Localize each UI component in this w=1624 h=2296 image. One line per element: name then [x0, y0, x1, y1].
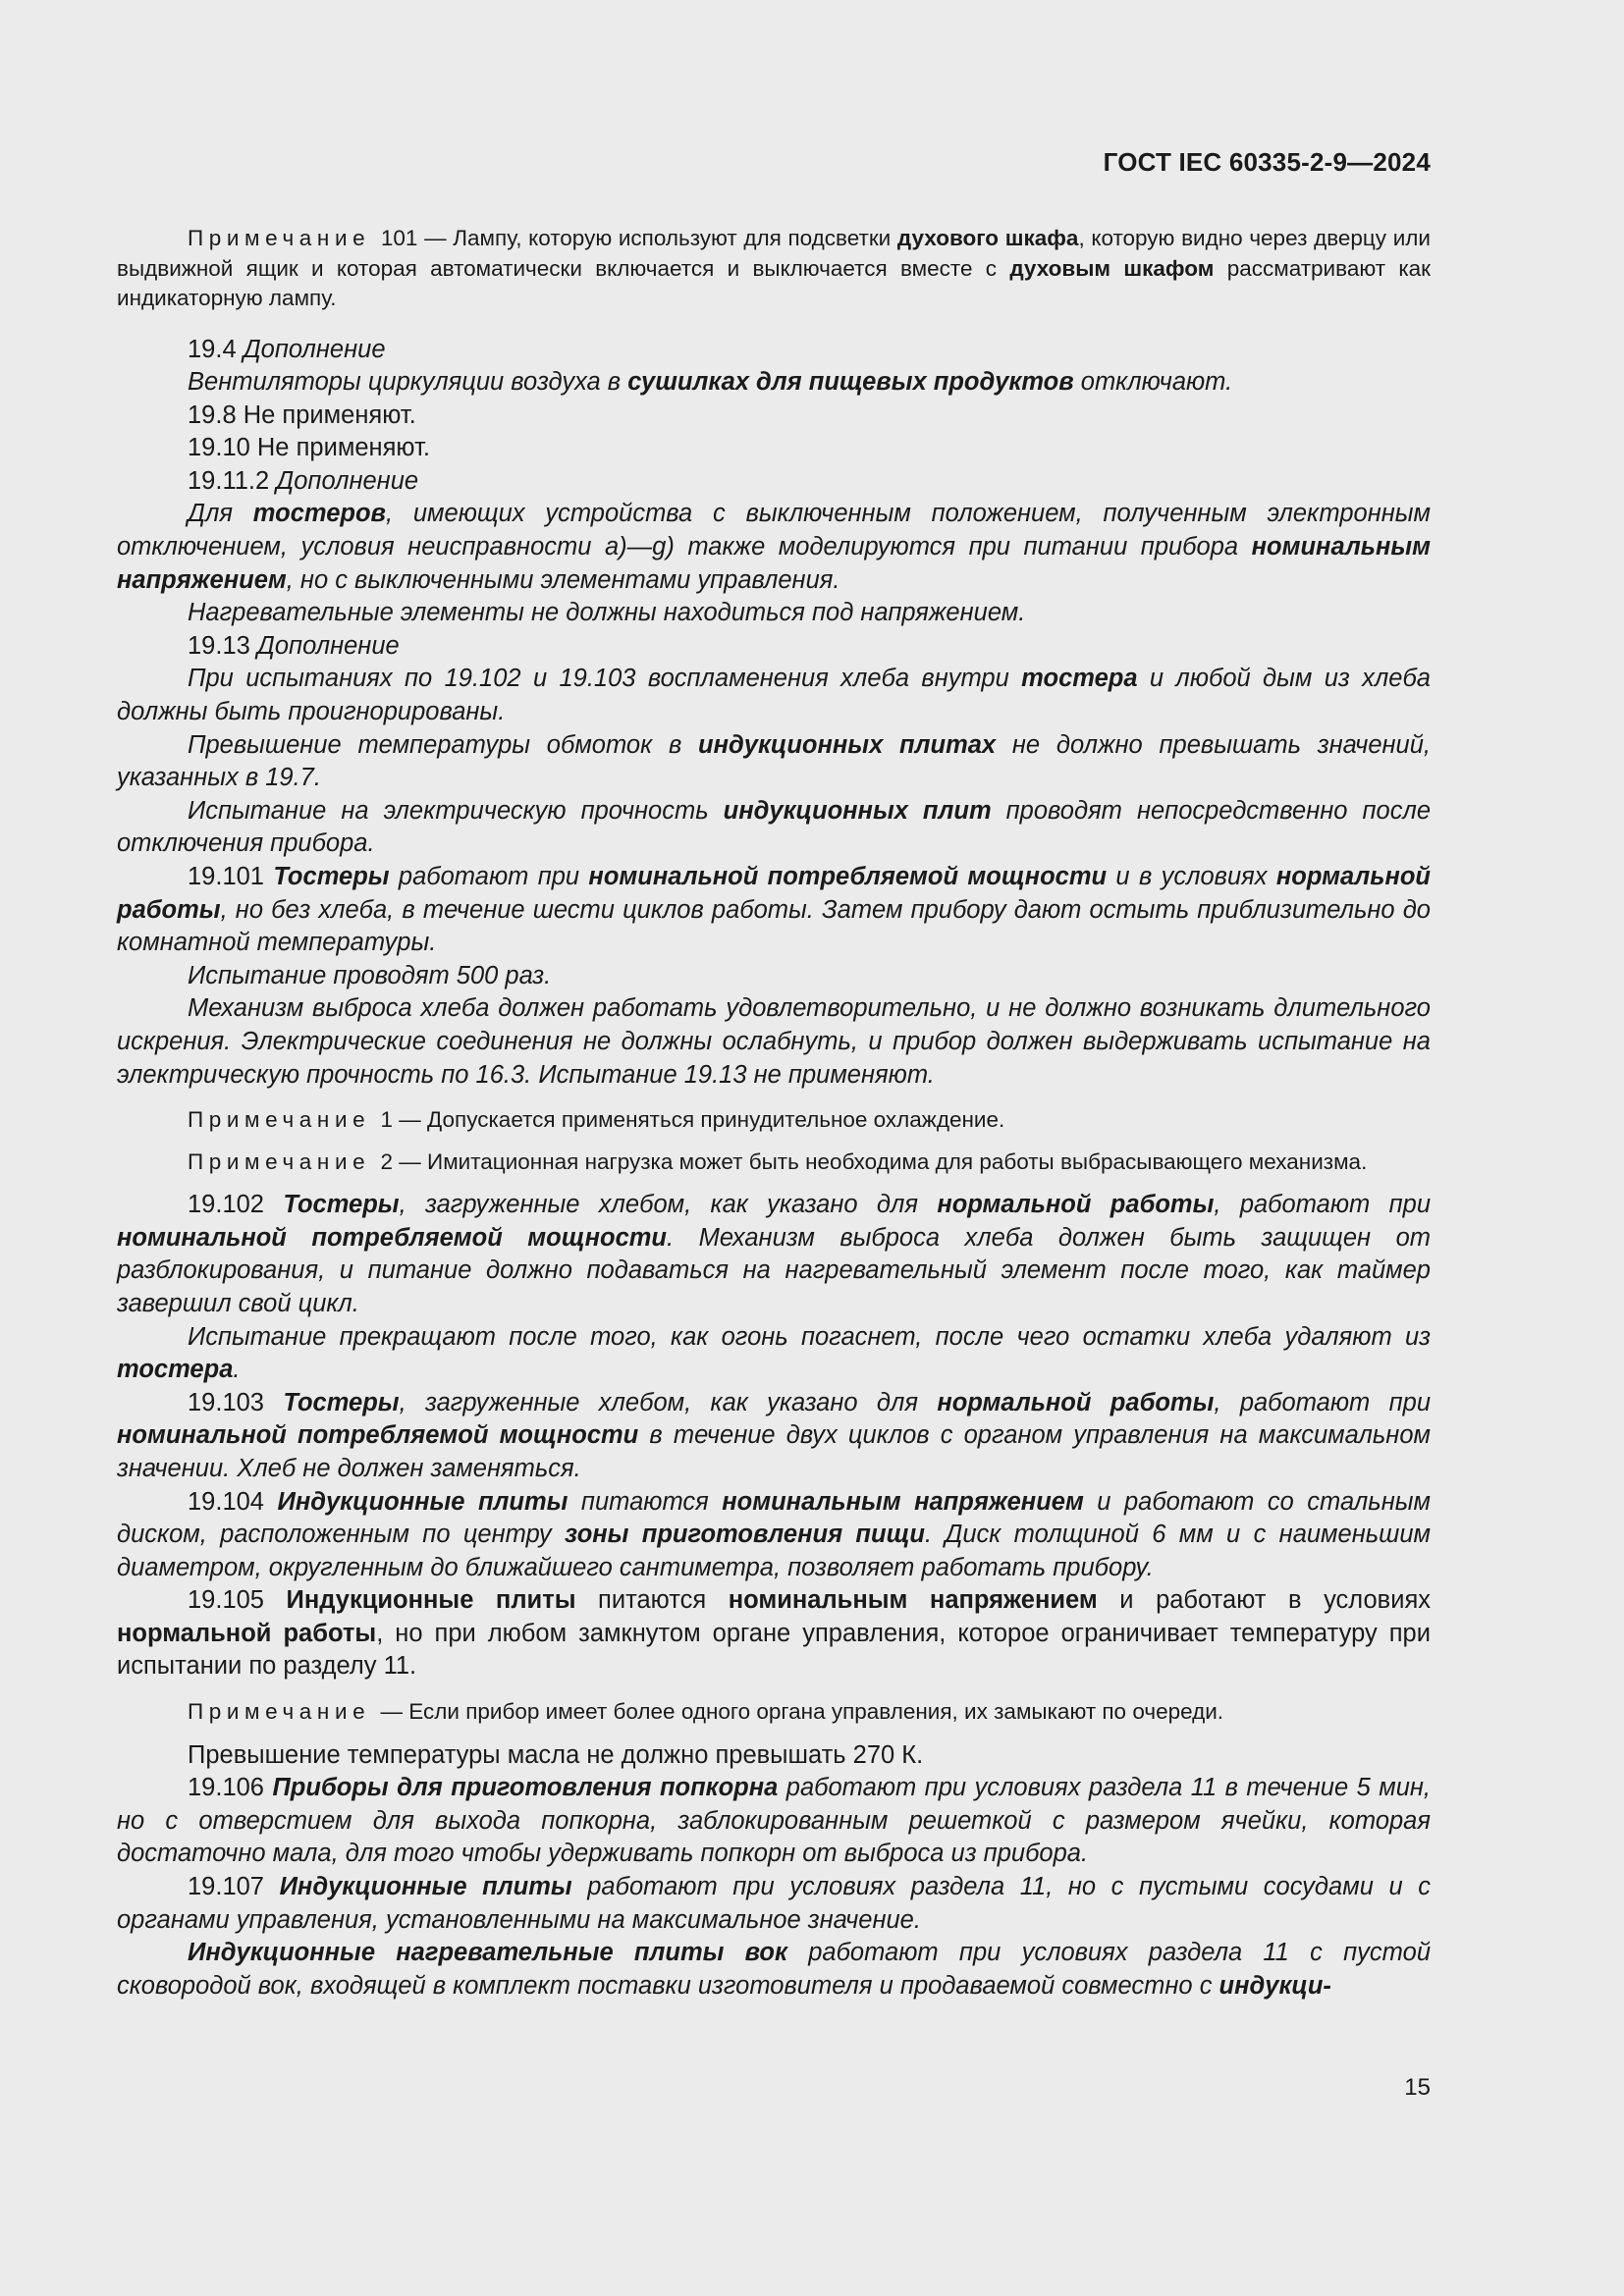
clause-19-13-text-2: Превышение температуры обмоток в индукционных плитах не должно превышать значений, указанных в 19.7. — [117, 730, 1431, 792]
clause-19-101-text-3: Механизм выброса хлеба должен работать удовлетворительно, и не должно возникать длительного искрения. Электрические соединения не должны ослабнуть, и прибор должен выдерживать испытание на электрическую прочность по 16.3. Испытание 19.13 не применяют. — [117, 994, 1431, 1089]
clause-19-106-text: 19.106 Приборы для приготовления попкорна работают при условиях раздела 11 в течение 5 мин, но с отверстием для выхода попкорна, заблокированным решеткой с размером ячейки, которая достаточно мала, для того чтобы удерживать попкорн от выброса из прибора. — [117, 1774, 1432, 1868]
clause-19-102-text: 19.102 Тостеры, загруженные хлебом, как указано для нормальной работы, работают при номинальной потребляемой мощности. Механизм выброса хлеба должен быть защищен от разблокирования, и питание должно подаваться на нагревательный элемент после того, как таймер завершил свой цикл. — [117, 1191, 1432, 1317]
clause-19-11-2-text: Для тостеров, имеющих устройства с выключенным положением, полученным электронным отключением, условия неисправности a)—g) также моделируются при питании прибора номинальным напряжением, но с выключенными элементами управления. — [117, 500, 1432, 594]
standard-id-header: ГОСТ IEC 60335-2-9—2024 — [1103, 147, 1431, 177]
clause-19-107-text: 19.107 Индукционные плиты работают при условиях раздела 11, но с пустыми сосудами и с органами управления, установленными на максимальное значение. — [117, 1872, 1431, 1934]
clause-19-8: 19.8 Не применяют. — [188, 400, 416, 429]
note-101: Примечание 101 — Лампу, которую используют для подсветки духового шкафа, которую видно через дверцу или выдвижной ящик и которая автоматически включается и выключается вместе с духовым шкафом рассматривают как индикаторную лампу. — [117, 226, 1432, 310]
clause-19-4-text: Вентиляторы циркуляции воздуха в сушилках для пищевых продуктов отключают. — [188, 368, 1233, 397]
clause-19-104-text: 19.104 Индукционные плиты питаются номинальным напряжением и работают со стальным диском, расположенным по центру зоны приготовления пищи. Диск толщиной 6 мм и с наименьшим диаметром, округленным до ближайшего сантиметра, позволяет работать прибору. — [117, 1487, 1431, 1581]
clause-19-13-text-1: При испытаниях по 19.102 и 19.103 воспламенения хлеба внутри тостера и любой дым из хлеба должны быть проигнорированы. — [117, 665, 1431, 726]
note-2: Примечание 2 — Имитационная нагрузка может быть необходима для работы выбрасывающего механизма. — [188, 1148, 1368, 1174]
clause-19-107-text-2: Индукционные нагревательные плиты вок работают при условиях раздела 11 с пустой сковородой вок, входящей в комплект поставки изготовителя и продаваемой совместно с индукци- — [117, 1939, 1432, 2000]
page-number: 15 — [1404, 2074, 1431, 2101]
clause-19-11-2-heading: 19.11.2 Дополнение — [188, 466, 419, 495]
clause-19-102-text-2: Испытание прекращают после того, как огонь погаснет, после чего остатки хлеба удаляют из тостера. — [117, 1322, 1431, 1384]
clause-19-101-text: 19.101 Тостеры работают при номинальной потребляемой мощности и в условиях нормальной работы, но без хлеба, в течение шести циклов работы. Затем прибору дают остыть приблизительно до комнатной температуры. — [117, 863, 1431, 957]
page-content — [117, 224, 1431, 2002]
clause-19-105-text-2: Превышение температуры масла не должно превышать 270 К. — [188, 1740, 924, 1769]
clause-19-105-text: 19.105 Индукционные плиты питаются номинальным напряжением и работают в условиях нормальной работы, но при любом замкнутом органе управления, которое ограничивает температуру при испытании по разделу 11. — [117, 1586, 1431, 1681]
note-19-105: Примечание — Если прибор имеет более одного органа управления, их замыкают по очереди. — [188, 1699, 1224, 1725]
note-label: Примечание — [188, 1699, 371, 1725]
clause-19-4-heading: 19.4 Дополнение — [188, 335, 386, 363]
clause-19-10: 19.10 Не применяют. — [188, 434, 430, 462]
note-label: Примечание — [188, 1107, 371, 1133]
clause-19-101-text-2: Испытание проводят 500 раз. — [188, 961, 552, 989]
clause-19-13-text-3: Испытание на электрическую прочность индукционных плит проводят непосредственно после отключения прибора. — [117, 796, 1432, 858]
clause-19-11-2-text-2: Нагревательные элементы не должны находиться под напряжением. — [188, 599, 1026, 627]
clause-19-103-text: 19.103 Тостеры, загруженные хлебом, как указано для нормальной работы, работают при номинальной потребляемой мощности в течение двух циклов с органом управления на максимальном значении. Хлеб не должен заменяться. — [117, 1388, 1432, 1482]
clause-19-13-heading: 19.13 Дополнение — [188, 631, 400, 660]
note-label: Примечание — [188, 226, 371, 250]
note-label: Примечание — [188, 1148, 371, 1174]
note-1: Примечание 1 — Допускается применяться принудительное охлаждение. — [188, 1107, 1005, 1133]
